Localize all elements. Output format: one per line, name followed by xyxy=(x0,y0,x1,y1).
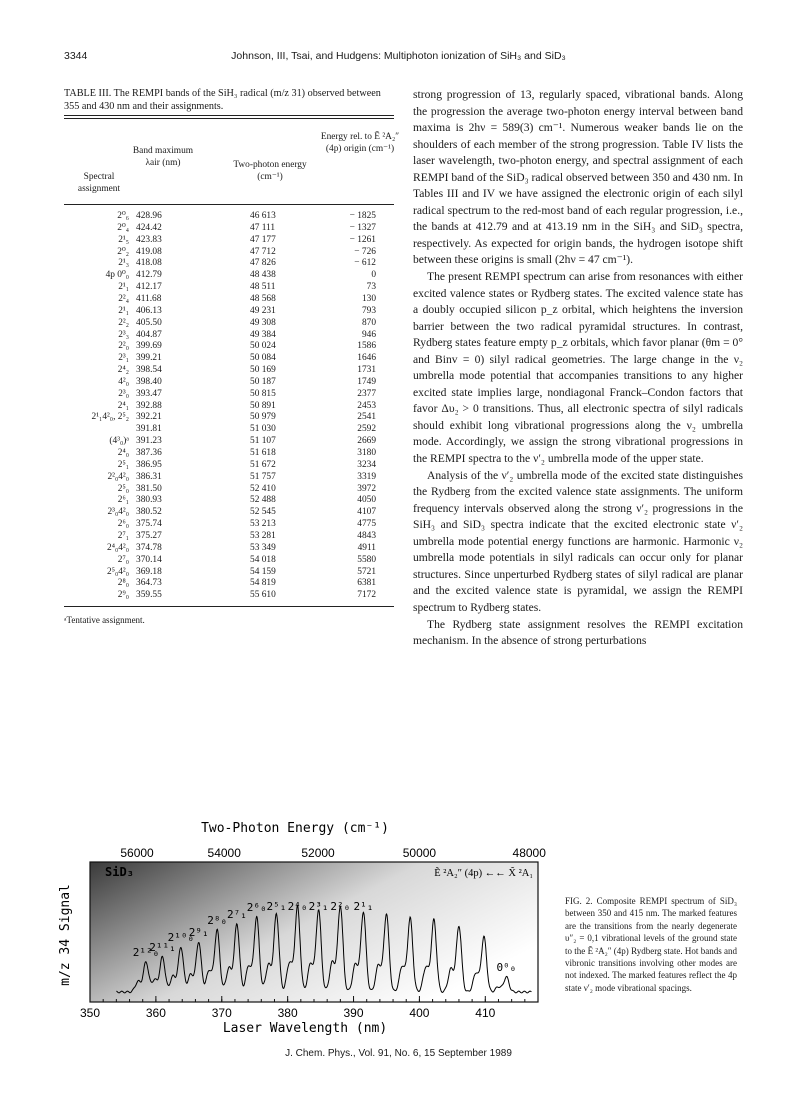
cell-relative-energy: 4775 xyxy=(357,519,376,530)
table-row xyxy=(64,211,394,222)
cell-two-photon-energy: 47 111 xyxy=(250,222,276,233)
plot-frame xyxy=(90,862,538,1002)
peak-label: 2⁷₁ xyxy=(226,908,247,921)
table-row xyxy=(64,341,394,352)
cell-two-photon-energy: 52 545 xyxy=(250,507,276,518)
table-row xyxy=(64,223,394,234)
cell-band-maximum: 374.78 xyxy=(136,542,162,553)
cell-two-photon-energy: 49 308 xyxy=(250,317,276,328)
cell-band-maximum: 398.40 xyxy=(136,376,162,387)
top-tick-label: 56000 xyxy=(120,846,154,860)
cell-band-maximum: 387.36 xyxy=(136,448,162,458)
cell-assignment: 2⁸₀ xyxy=(117,578,129,589)
cell-relative-energy: 3319 xyxy=(357,471,376,482)
bottom-tick-label: 380 xyxy=(277,1006,298,1020)
cell-relative-energy: 0 xyxy=(371,270,376,281)
cell-two-photon-energy: 47 712 xyxy=(250,246,276,257)
cell-band-maximum: 375.74 xyxy=(136,519,162,530)
cell-assignment: 2¹₁4²₀, 2⁵₂ xyxy=(91,412,129,423)
cell-assignment: 2⁴₀ xyxy=(117,448,129,458)
cell-band-maximum: 405.50 xyxy=(136,317,162,328)
cell-two-photon-energy: 54 819 xyxy=(250,578,276,589)
table-row xyxy=(64,495,394,506)
cell-band-maximum: 419.08 xyxy=(136,246,162,257)
cell-two-photon-energy: 50 084 xyxy=(250,353,276,364)
cell-relative-energy: 1646 xyxy=(357,353,376,364)
peak-label: 2⁹₁ xyxy=(188,926,209,939)
cell-assignment: 2²₀ xyxy=(118,341,129,352)
bottom-tick-label: 390 xyxy=(343,1006,364,1020)
table-row xyxy=(64,247,394,258)
table-footnote: ᵃTentative assignment. xyxy=(64,615,145,625)
cell-assignment: 2⁰₆ xyxy=(117,211,129,221)
cell-band-maximum: 391.81 xyxy=(136,424,162,435)
cell-band-maximum: 391.23 xyxy=(136,436,162,447)
cell-assignment: (4³₀)ᵃ xyxy=(109,436,129,447)
figure-2-spectrum xyxy=(55,821,560,1036)
cell-relative-energy: 2453 xyxy=(357,400,376,411)
cell-assignment: 4²₀ xyxy=(118,376,129,387)
cell-two-photon-energy: 48 511 xyxy=(250,282,276,293)
table-row xyxy=(64,318,394,329)
cell-band-maximum: 393.47 xyxy=(136,388,162,399)
cell-assignment: 2⁵₀4²₀ xyxy=(107,566,129,577)
table-row xyxy=(64,282,394,293)
paragraph-4: The Rydberg state assignment resolves the REMPI excitation mechanism. In the absence of strong perturbations xyxy=(413,617,743,648)
table-row xyxy=(64,460,394,471)
table-row xyxy=(64,590,394,601)
cell-relative-energy: 2592 xyxy=(357,424,376,435)
cell-two-photon-energy: 48 568 xyxy=(250,293,276,304)
cell-assignment: 2⁰₄ xyxy=(117,222,129,233)
cell-two-photon-energy: 50 024 xyxy=(250,341,276,352)
y-axis-title: m/z 34 Signal xyxy=(58,884,73,986)
cell-band-maximum: 375.27 xyxy=(136,530,162,541)
table-row xyxy=(64,519,394,530)
cell-relative-energy: − 726 xyxy=(354,246,376,257)
bottom-tick-label: 370 xyxy=(211,1006,232,1020)
cell-band-maximum: 364.73 xyxy=(136,578,162,589)
cell-band-maximum: 370.14 xyxy=(136,554,162,565)
cell-band-maximum: 412.17 xyxy=(136,282,162,293)
cell-band-maximum: 406.13 xyxy=(136,305,162,316)
peak-label: 0⁰₀ xyxy=(496,961,517,974)
cell-relative-energy: 2669 xyxy=(357,436,376,447)
table-row xyxy=(64,389,394,400)
cell-assignment: 2¹₁ xyxy=(118,282,129,293)
bottom-tick-label: 350 xyxy=(79,1006,101,1020)
cell-band-maximum: 399.21 xyxy=(136,353,162,364)
figure-caption: FIG. 2. Composite REMPI spectrum of SiD₃ between 350 and 415 nm. The marked features are the transitions from the nearly degenerate υ″₂ = 0,1 vibrational levels of the ground state to the Ẽ ²A₂″ (4p) Rydberg state. Hot bands and vibronic transitions involving other modes are not indexed. The marked features reflect the 4p state ν′₂ mode vibrational spacings. xyxy=(565,896,737,993)
table-header-rule xyxy=(64,204,394,205)
cell-relative-energy: − 1261 xyxy=(349,234,376,245)
table-row xyxy=(64,436,394,447)
cell-assignment: 2³₁ xyxy=(118,353,129,364)
peak-label: 2⁸₀ xyxy=(207,914,228,927)
cell-assignment: 2⁰₂ xyxy=(117,246,129,257)
cell-band-maximum: 380.93 xyxy=(136,495,162,506)
cell-band-maximum: 411.68 xyxy=(136,293,162,304)
cell-assignment: 2⁴₀4²₀ xyxy=(107,542,129,553)
table-row xyxy=(64,484,394,495)
cell-band-maximum: 386.95 xyxy=(136,459,162,470)
cell-assignment: 2²₄ xyxy=(118,293,129,304)
table-row xyxy=(64,507,394,518)
cell-band-maximum: 398.54 xyxy=(136,365,162,376)
cell-relative-energy: 870 xyxy=(361,317,376,328)
cell-assignment: 2⁴₂ xyxy=(117,365,129,376)
cell-two-photon-energy: 52 410 xyxy=(250,483,276,494)
cell-relative-energy: 1731 xyxy=(357,365,376,376)
cell-assignment: 2⁵₀ xyxy=(117,483,129,494)
table-row xyxy=(64,472,394,483)
cell-relative-energy: 793 xyxy=(361,305,376,316)
peak-label: 2²₀ xyxy=(330,900,351,913)
table-row xyxy=(64,401,394,412)
cell-assignment: 2⁹₀ xyxy=(117,590,129,601)
table-row xyxy=(64,377,394,388)
paragraph-3: Analysis of the ν′₂ umbrella mode of the excited state distinguishes the Rydberg from the excited valence state assignments. The uniform frequency intervals observed along the strong ν′₂ progressions in the SiH₃ and SiD₃ spectra indicate that the excited electronic state ν′₂ umbrella mode potential energy functions are harmonic. Harmonic ν₂ umbrella mode potentials in silyl radicals can occur only for planar structures. Since unperturbed Rydberg states of silyl radical are planar and the excited valence state is pyramidal, we assign the REMPI spectrum to Rydberg states. xyxy=(413,468,743,614)
cell-relative-energy: 1749 xyxy=(357,376,376,387)
cell-band-maximum: 428.96 xyxy=(136,211,162,221)
top-tick-label: 48000 xyxy=(512,846,546,860)
peak-label: 2⁴₀ xyxy=(287,900,308,913)
cell-band-maximum: 423.83 xyxy=(136,234,162,245)
cell-two-photon-energy: 50 169 xyxy=(250,365,276,376)
top-tick-label: 52000 xyxy=(301,846,335,860)
cell-relative-energy: − 1825 xyxy=(349,211,376,221)
journal-footer: J. Chem. Phys., Vol. 91, No. 6, 15 September 1989 xyxy=(285,1048,512,1059)
cell-band-maximum: 369.18 xyxy=(136,566,162,577)
peak-label: 2¹₁ xyxy=(353,900,374,913)
cell-assignment: 2³₃ xyxy=(118,329,129,340)
cell-band-maximum: 412.79 xyxy=(136,270,162,281)
cell-assignment: 2²₀4²₀ xyxy=(107,471,129,482)
peak-label: 2³₁ xyxy=(308,900,329,913)
cell-relative-energy: 1586 xyxy=(357,341,376,352)
table-row xyxy=(64,531,394,542)
cell-two-photon-energy: 50 891 xyxy=(250,400,276,411)
cell-two-photon-energy: 49 384 xyxy=(250,329,276,340)
cell-assignment: 2¹₃ xyxy=(118,258,129,269)
table-row xyxy=(64,578,394,589)
cell-relative-energy: 6381 xyxy=(357,578,376,589)
cell-assignment: 4p 0⁰₀ xyxy=(105,270,129,281)
cell-assignment: 2³₀4²₀ xyxy=(107,507,129,518)
cell-relative-energy: 5721 xyxy=(357,566,376,577)
top-axis-title: Two-Photon Energy (cm⁻¹) xyxy=(201,821,389,836)
col-head-origin: Energy rel. to Ẽ ²A₂″ (4p) origin (cm⁻¹) xyxy=(320,132,400,154)
top-tick-label: 50000 xyxy=(402,846,437,860)
cell-two-photon-energy: 50 187 xyxy=(250,376,276,387)
bottom-tick-label: 410 xyxy=(475,1006,496,1020)
transition-label: Ẽ ²A₂″ (4p) ←← X̃ ²A₁ xyxy=(434,868,533,879)
cell-relative-energy: 4107 xyxy=(357,507,376,518)
cell-relative-energy: 2377 xyxy=(357,388,376,399)
table-row xyxy=(64,365,394,376)
table-row xyxy=(64,353,394,364)
cell-two-photon-energy: 51 757 xyxy=(250,471,276,482)
running-head: Johnson, III, Tsai, and Hudgens: Multiphoton ionization of SiH₃ and SiD₃ xyxy=(231,50,566,62)
cell-two-photon-energy: 48 438 xyxy=(250,270,276,281)
table-row xyxy=(64,448,394,459)
table-bottom-rule xyxy=(64,606,394,607)
table-row xyxy=(64,270,394,281)
cell-two-photon-energy: 51 672 xyxy=(250,459,276,470)
cell-assignment: 2⁶₁ xyxy=(117,495,129,506)
cell-two-photon-energy: 53 213 xyxy=(250,519,276,530)
cell-relative-energy: 3180 xyxy=(357,448,376,458)
cell-relative-energy: 5580 xyxy=(357,554,376,565)
cell-relative-energy: 130 xyxy=(361,293,376,304)
cell-two-photon-energy: 51 618 xyxy=(250,448,276,458)
cell-two-photon-energy: 54 018 xyxy=(250,554,276,565)
cell-band-maximum: 404.87 xyxy=(136,329,162,340)
cell-two-photon-energy: 50 815 xyxy=(250,388,276,399)
cell-assignment: 2⁷₀ xyxy=(117,554,129,565)
cell-assignment: 2⁴₁ xyxy=(117,400,129,411)
cell-relative-energy: 7172 xyxy=(357,590,376,601)
col-head-band: Band maximum λair (nm) xyxy=(132,146,194,168)
cell-relative-energy: 946 xyxy=(361,329,376,340)
cell-assignment: 2⁶₀ xyxy=(117,519,129,530)
cell-assignment: 2³₀ xyxy=(118,388,129,399)
cell-band-maximum: 418.08 xyxy=(136,258,162,269)
cell-two-photon-energy: 54 159 xyxy=(250,566,276,577)
body-text xyxy=(413,87,743,650)
cell-band-maximum: 386.31 xyxy=(136,471,162,482)
cell-band-maximum: 392.88 xyxy=(136,400,162,411)
cell-band-maximum: 381.50 xyxy=(136,483,162,494)
table-row xyxy=(64,306,394,317)
bottom-tick-label: 400 xyxy=(409,1006,430,1020)
cell-band-maximum: 424.42 xyxy=(136,222,162,233)
cell-assignment: 2²₂ xyxy=(118,317,129,328)
table-row xyxy=(64,235,394,246)
table-row xyxy=(64,330,394,341)
peak-label: 2⁶₀ xyxy=(246,901,267,914)
table-row xyxy=(64,543,394,554)
cell-two-photon-energy: 53 349 xyxy=(250,542,276,553)
cell-relative-energy: 3972 xyxy=(357,483,376,494)
cell-band-maximum: 392.21 xyxy=(136,412,162,423)
cell-two-photon-energy: 51 030 xyxy=(250,424,276,435)
cell-band-maximum: 359.55 xyxy=(136,590,162,601)
table-row xyxy=(64,424,394,435)
cell-two-photon-energy: 46 613 xyxy=(250,211,276,221)
cell-relative-energy: 4843 xyxy=(357,530,376,541)
table-row xyxy=(64,258,394,269)
cell-relative-energy: − 1327 xyxy=(349,222,376,233)
cell-assignment: 2¹₅ xyxy=(118,234,129,245)
peak-label: 2¹²₀ xyxy=(132,946,160,959)
cell-relative-energy: 4911 xyxy=(357,542,376,553)
paragraph-1: strong progression of 13, regularly spaced, vibrational bands. Along the progression the average two-photon energy interval between band maxima is 2hν = 589(3) cm⁻¹. Numerous weaker bands lie on the shoulders of each member of the strong progression. Table IV lists the laser wavelength, two-photon energy, and spectral assignment of each REMPI band of the SiD₃ radical observed between 350 and 430 nm. In Tables III and IV we have assigned the electronic origin of each silyl radical spectrum to the red-most band of each regular progression, i.e., the bands at 412.79 and at 413.19 nm in the SiH₃ and SiD₃ spectra, respectively. As expected for origin bands, the hydrogen isotope shift between these origins is small (2hν = 47 cm⁻¹). xyxy=(413,88,743,267)
col-head-energy: Two-photon energy (cm⁻¹) xyxy=(233,160,307,182)
cell-two-photon-energy: 49 231 xyxy=(250,305,276,316)
table-row xyxy=(64,555,394,566)
bottom-tick-label: 360 xyxy=(145,1006,166,1020)
cell-two-photon-energy: 47 177 xyxy=(250,234,276,245)
cell-band-maximum: 399.69 xyxy=(136,341,162,352)
col-head-assignment: Spectral assignment xyxy=(77,172,121,194)
cell-relative-energy: 73 xyxy=(366,282,376,293)
cell-relative-energy: 2541 xyxy=(357,412,376,423)
peak-label: 2⁵₁ xyxy=(266,900,287,913)
cell-two-photon-energy: 47 826 xyxy=(250,258,276,269)
cell-two-photon-energy: 52 488 xyxy=(250,495,276,506)
table-row xyxy=(64,412,394,423)
cell-relative-energy: 4050 xyxy=(357,495,376,506)
cell-relative-energy: 3234 xyxy=(357,459,376,470)
table-row xyxy=(64,294,394,305)
cell-two-photon-energy: 55 610 xyxy=(250,590,276,601)
peak-label: 2¹¹₁ xyxy=(149,941,176,954)
cell-two-photon-energy: 50 979 xyxy=(250,412,276,423)
table-top-rule xyxy=(64,115,394,116)
paragraph-2: The present REMPI spectrum can arise from resonances with either excited valence states or Rydberg states. The excited valence state has a doubly occupied silicon p_z orbital, which heightens the inversion barrier between the two radical pyramidal structures. In contrast, Rydberg states feature empty p_z orbitals, which favor planar (θm = 0° and Binv = 0) silyl radical geometries. The large change in the ν₂ umbrella mode potential that accompanies transitions to any higher excited state implies large, nondiagonal Franck–Condon factors that favor Δυ₂ > 0 transitions. Thus, all electronic spectra of silyl radicals should exhibit long vibrational progressions along the ν₂ umbrella mode. Accordingly, we assign the strong vibrational progressions in the REMPI spectra to the ν′₂ umbrella mode of the upper state. xyxy=(413,270,743,466)
bottom-axis-title: Laser Wavelength (nm) xyxy=(222,1021,388,1036)
cell-assignment: 2¹₁ xyxy=(118,305,129,316)
cell-two-photon-energy: 51 107 xyxy=(250,436,276,447)
page-number: 3344 xyxy=(64,50,88,62)
table-top-rule-2 xyxy=(64,118,394,119)
peak-label: 2¹⁰₀ xyxy=(167,931,195,944)
cell-relative-energy: − 612 xyxy=(354,258,376,269)
cell-band-maximum: 380.52 xyxy=(136,507,162,518)
table-row xyxy=(64,567,394,578)
table-caption: TABLE III. The REMPI bands of the SiH₃ radical (m/z 31) observed between 355 and 430 nm and their assignments. xyxy=(64,88,381,112)
cell-two-photon-energy: 53 281 xyxy=(250,530,276,541)
species-label: SiD₃ xyxy=(105,865,134,879)
cell-assignment: 2⁷₁ xyxy=(117,530,129,541)
cell-assignment: 2⁵₁ xyxy=(117,459,129,470)
top-tick-label: 54000 xyxy=(207,846,241,860)
